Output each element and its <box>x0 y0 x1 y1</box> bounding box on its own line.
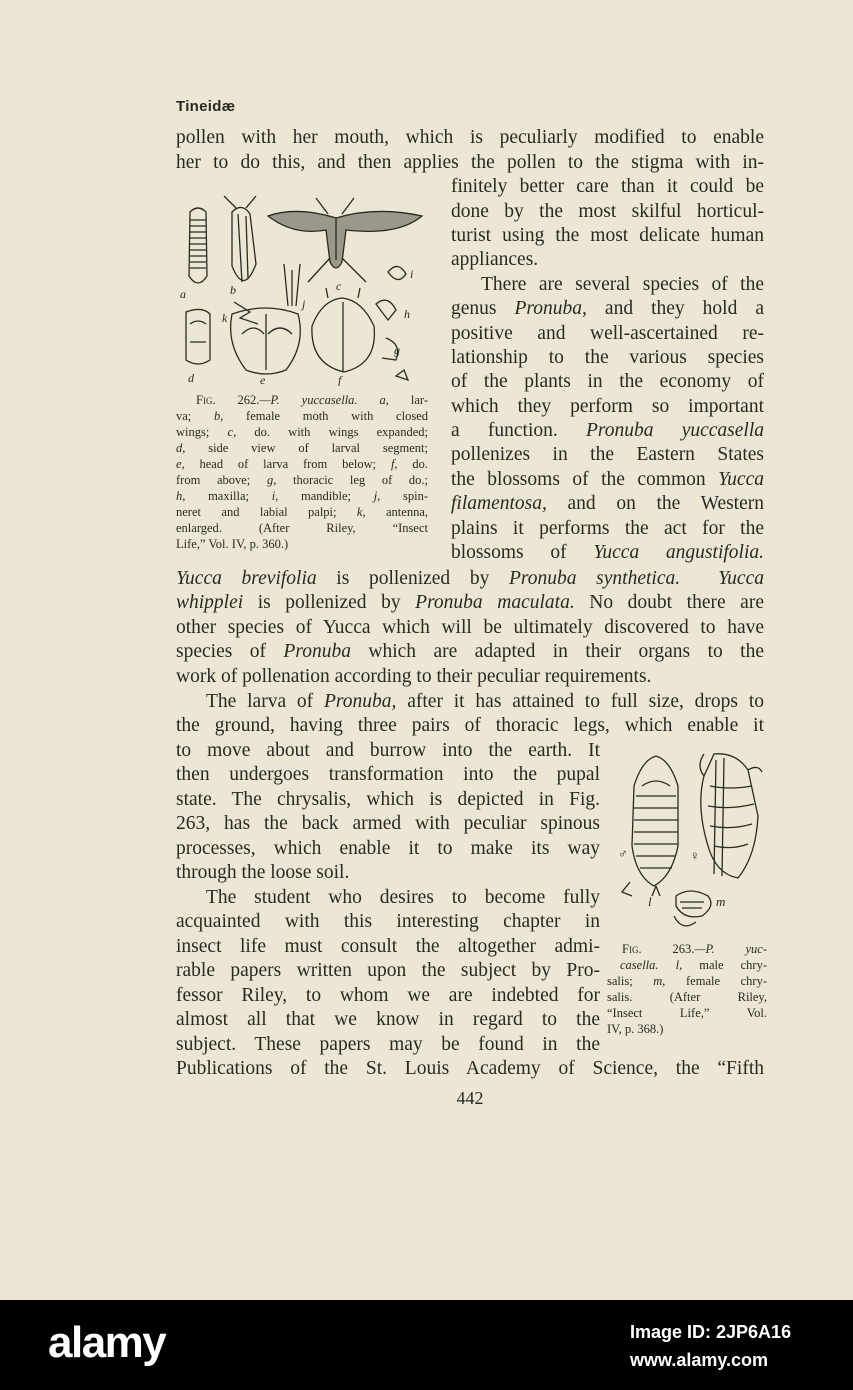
text-run: after it has attained to full size, drops to <box>396 691 764 712</box>
caption-species: casella. <box>620 958 659 972</box>
caption-text: wings; <box>176 425 228 439</box>
figure-caption-line <box>607 974 767 990</box>
chrysalis-detail-drawing <box>674 891 711 926</box>
text-line: state. The chrysalis, which is depicted in Fig. <box>176 789 600 810</box>
text-line: fessor Riley, to whom we are indebted for <box>176 985 600 1006</box>
caption-letter: k, <box>356 505 366 519</box>
text-line <box>451 468 764 492</box>
page-number: 442 <box>456 1088 484 1108</box>
caption-text: salis; <box>607 974 654 988</box>
mandible-drawing <box>388 266 406 279</box>
text-line: insect life must consult the altogether admi- <box>176 936 600 957</box>
species-name: Pronuba yuccasella <box>585 420 764 441</box>
spinneret-drawing <box>284 264 300 306</box>
text-line: turist using the most delicate human <box>451 225 764 246</box>
running-head: Tineidæ <box>176 98 236 115</box>
text-line: positive and well-ascertained re- <box>451 323 764 344</box>
text-run: is pollenized by <box>316 568 509 589</box>
figure-caption-line <box>176 504 428 520</box>
text-line: the ground, having three pairs of thoracic legs, which enable it <box>176 715 764 736</box>
figure-caption-line: enlarged. (After Riley, “Insect <box>176 521 428 535</box>
figure-caption-line <box>622 942 767 958</box>
text-line: which they perform so important <box>451 396 764 417</box>
figure-caption-line: “Insect Life,” Vol. <box>607 1006 767 1020</box>
species-name: Yucca angustifolia. <box>593 542 764 563</box>
species-name: Yucca brevifolia <box>176 568 317 589</box>
text-line: other species of Yucca which will be ultimately discovered to have <box>176 617 764 638</box>
text-line: then undergoes transformation into the pupal <box>176 764 600 785</box>
figure-label: e <box>260 373 266 386</box>
figure-label: h <box>404 307 410 321</box>
text-line <box>451 419 764 443</box>
caption-text: do. with wings expanded; <box>236 425 428 439</box>
text-line: almost all that we know in regard to the <box>176 1009 600 1030</box>
caption-text: side view of larval segment; <box>185 441 428 455</box>
caption-text: mandible; <box>278 489 374 503</box>
caption-text: from above; <box>176 473 267 487</box>
figure-label: ♀ <box>690 848 700 863</box>
larval-segment-drawing <box>186 309 210 364</box>
figure-caption-line <box>176 440 428 456</box>
species-name: Pronuba maculata. <box>415 592 575 613</box>
text-run: the blossoms of the common <box>451 469 719 490</box>
figure-number: Fig. 262. <box>196 393 260 407</box>
text-line: through the loose soil. <box>176 862 350 883</box>
text-run: and they hold a <box>586 298 764 319</box>
alamy-logo: alamy <box>48 1318 166 1367</box>
text-line: plains it performs the act for the <box>451 518 764 539</box>
genus-name: Pronuba, <box>324 691 397 712</box>
figure-caption-line <box>176 424 428 440</box>
moth-expanded-wings-drawing <box>268 198 422 282</box>
site-url: www.alamy.com <box>630 1350 769 1370</box>
text-line: There are several species of the <box>481 274 764 295</box>
caption-letter: b, <box>213 409 224 423</box>
text-run: No doubt there are <box>574 592 764 613</box>
figure-263-engraving <box>612 746 770 938</box>
figure-label: c <box>336 279 342 293</box>
caption-text: female moth with closed <box>223 409 428 423</box>
text-run: a function. <box>451 420 586 441</box>
figure-262-engraving <box>176 194 434 386</box>
text-line <box>451 297 764 321</box>
figure-label: m <box>716 894 726 909</box>
caption-text: neret and labial palpi; <box>176 505 357 519</box>
text-line: processes, which enable it to make its way <box>176 838 600 859</box>
larva-drawing <box>189 208 207 283</box>
figure-label: a <box>180 287 186 301</box>
caption-letter: m, <box>653 974 666 988</box>
caption-letter: j, <box>373 489 381 503</box>
caption-text: head of larva from below; <box>184 457 391 471</box>
caption-species: —P. yuc- <box>694 942 767 956</box>
figure-label: b <box>230 283 236 297</box>
male-chrysalis-drawing <box>632 756 678 896</box>
text-line <box>176 640 764 664</box>
figure-caption-line <box>176 408 428 424</box>
figure-caption-line: Life,” Vol. IV, p. 360.) <box>176 537 289 551</box>
species-name: filamentosa, <box>451 493 547 514</box>
text-line: 263, has the back armed with peculiar spinous <box>176 813 600 834</box>
caption-letter: a, <box>357 393 389 407</box>
caption-letter: f, <box>390 457 398 471</box>
text-line: done by the most skilful horticul- <box>451 201 764 222</box>
figure-label: l <box>648 894 652 909</box>
figure-label: j <box>302 297 306 311</box>
caption-text: do. <box>397 457 429 471</box>
caption-letter: l, <box>658 958 683 972</box>
text-line: Publications of the St. Louis Academy of Science, the “Fifth <box>176 1058 764 1079</box>
figure-caption-line <box>176 472 428 488</box>
figure-caption-line <box>176 456 428 472</box>
moth-closed-wings-drawing <box>224 196 256 282</box>
text-line: subject. These papers may be found in the <box>176 1034 600 1055</box>
text-run: genus <box>451 298 515 319</box>
text-line: acquainted with this interesting chapter in <box>176 911 600 932</box>
caption-letter: i, <box>271 489 279 503</box>
figure-caption-line <box>176 488 428 504</box>
caption-text: female chry- <box>665 974 767 988</box>
genus-name: Pronuba <box>283 641 351 662</box>
caption-letter: g, <box>266 473 277 487</box>
genus-name: Pronuba, <box>514 298 587 319</box>
text-line: pollenizes in the Eastern States <box>451 444 764 465</box>
antenna-drawing <box>234 302 258 324</box>
figure-number: Fig. 263. <box>622 942 695 956</box>
text-line: of the plants in the economy of <box>451 371 764 392</box>
caption-letter: h, <box>176 489 186 503</box>
caption-text: maxilla; <box>185 489 272 503</box>
image-id: Image ID: 2JP6A16 <box>630 1322 792 1342</box>
text-run: is pollenized by <box>243 592 416 613</box>
text-line: lationship to the various species <box>451 347 764 368</box>
figure-label: g <box>394 343 400 357</box>
caption-text: va; <box>176 409 214 423</box>
text-run: blossoms of <box>451 542 594 563</box>
text-line <box>206 690 764 714</box>
text-run: which are adapted in their organs to the <box>350 641 764 662</box>
text-line <box>176 567 764 591</box>
text-line: The student who desires to become fully <box>206 887 600 908</box>
text-line <box>176 591 764 615</box>
text-line: appliances. <box>451 249 539 270</box>
text-line: her to do this, and then applies the pollen to the stigma with in- <box>176 152 764 173</box>
species-name: Yucca <box>718 568 764 589</box>
text-line: pollen with her mouth, which is peculiarly modified to enable <box>176 127 764 148</box>
text-line: to move about and burrow into the earth. It <box>176 740 600 761</box>
text-line <box>451 492 764 516</box>
figure-label: ♂ <box>618 846 628 861</box>
maxilla-drawing <box>376 300 396 320</box>
figure-label: d <box>188 371 194 385</box>
figure-caption-line: salis. (After Riley, <box>607 990 767 1004</box>
text-run: The larva of <box>206 691 324 712</box>
figure-caption-line: IV, p. 368.) <box>607 1022 664 1036</box>
caption-text: male chry- <box>682 958 767 972</box>
text-line: finitely better care than it could be <box>451 176 764 197</box>
caption-text: thoracic leg of do.; <box>276 473 428 487</box>
larva-head-above-drawing <box>312 288 375 372</box>
text-run: species of <box>176 641 284 662</box>
caption-species: —P. yuccasella. <box>259 393 358 407</box>
text-line: rable papers written upon the subject by Pro- <box>176 960 600 981</box>
species-name: whipplei <box>176 592 244 613</box>
text-line <box>451 541 764 565</box>
figure-caption-line <box>620 958 767 974</box>
text-run: and on the Western <box>546 493 764 514</box>
figure-label: f <box>338 373 342 386</box>
species-name: Pronuba synthetica. <box>509 568 681 589</box>
caption-text: antenna, <box>365 505 428 519</box>
text-line: work of pollenation according to their peculiar requirements. <box>176 666 652 687</box>
female-chrysalis-drawing <box>700 754 762 878</box>
figure-caption-line <box>196 392 428 408</box>
caption-letter: c, <box>227 425 237 439</box>
caption-letter: e, <box>176 457 185 471</box>
figure-label: k <box>222 311 228 325</box>
species-name: Yucca <box>718 469 764 490</box>
caption-letter: d, <box>176 441 186 455</box>
caption-text: spin- <box>380 489 428 503</box>
figure-label: i <box>410 267 414 281</box>
caption-text: lar- <box>388 393 428 407</box>
